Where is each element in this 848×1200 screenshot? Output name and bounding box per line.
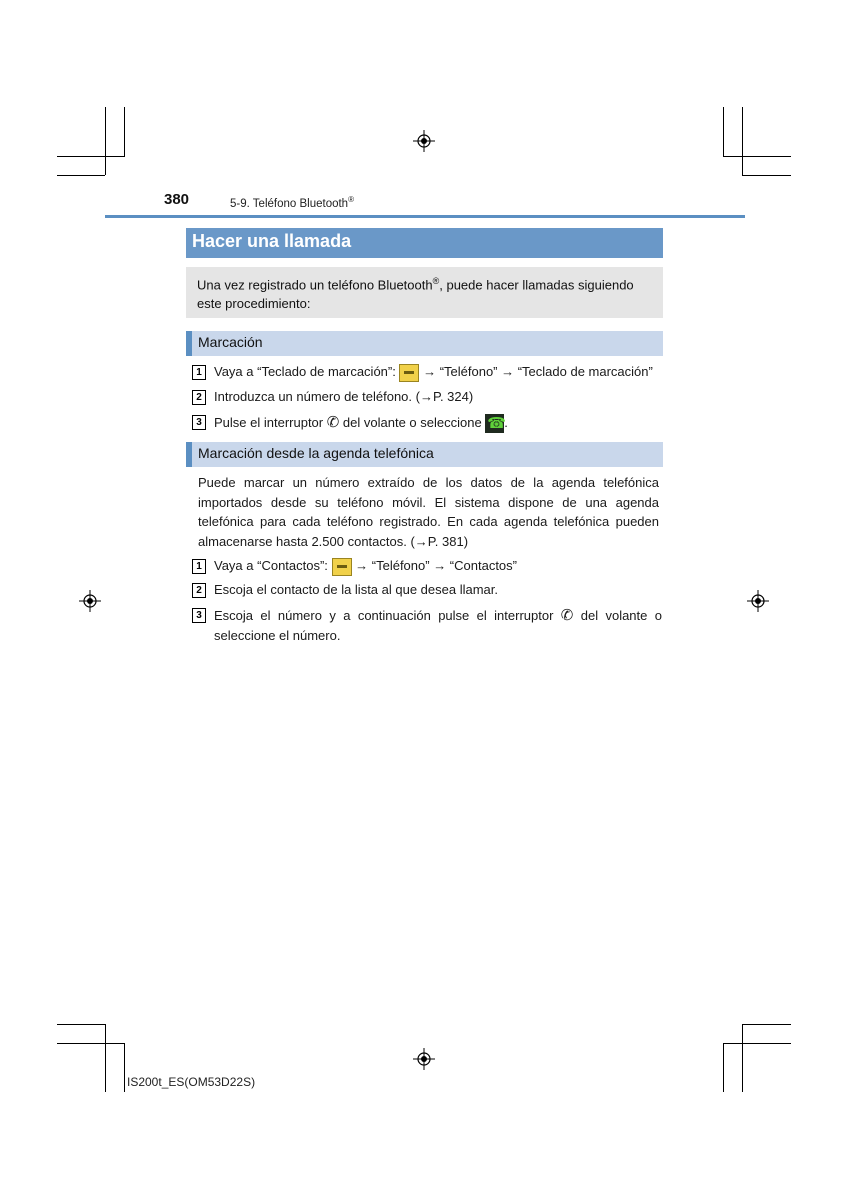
step-text-part: → “Teléfono” → “Teclado de marcación” bbox=[419, 364, 653, 379]
step-number: 1 bbox=[192, 559, 206, 574]
step-text: Escoja el contacto de la lista al que desea llamar. bbox=[214, 582, 499, 597]
crop-mark bbox=[742, 1024, 743, 1092]
intro-text-part: , puede hacer llamadas siguiendo este procedimiento: bbox=[197, 277, 634, 312]
step-text-part: → “Teléfono” → “Contactos” bbox=[351, 558, 517, 573]
crop-mark bbox=[124, 1043, 125, 1092]
crop-mark bbox=[57, 1043, 125, 1044]
section-title: 5-9. Teléfono Bluetooth bbox=[230, 197, 349, 210]
list-item bbox=[192, 580, 662, 600]
crop-mark bbox=[57, 156, 125, 157]
menu-button-icon bbox=[399, 364, 419, 382]
crop-mark bbox=[723, 107, 724, 157]
crop-mark bbox=[57, 1024, 105, 1025]
registered-mark: ® bbox=[432, 276, 440, 286]
list-item bbox=[192, 556, 662, 576]
header-divider bbox=[105, 215, 745, 218]
registered-mark: ® bbox=[348, 195, 354, 204]
menu-button-icon bbox=[332, 558, 352, 576]
section-breadcrumb bbox=[230, 195, 354, 210]
crop-mark bbox=[124, 107, 125, 157]
step-text bbox=[214, 605, 662, 646]
step-number: 1 bbox=[192, 365, 206, 380]
steering-phone-switch-icon: ✆ bbox=[560, 606, 574, 624]
step-text-part: del volante o seleccione bbox=[339, 415, 486, 430]
step-text-part: Vaya a “Contactos”: bbox=[214, 558, 332, 573]
list-item bbox=[192, 387, 662, 407]
crop-mark bbox=[57, 175, 105, 176]
registration-target-icon bbox=[413, 1048, 435, 1070]
subheading-marcacion: Marcación bbox=[198, 334, 263, 350]
list-item bbox=[192, 362, 662, 382]
crop-mark bbox=[723, 1043, 791, 1044]
screen-call-button-icon bbox=[485, 414, 504, 433]
step-number: 3 bbox=[192, 415, 206, 430]
step-text bbox=[214, 412, 662, 433]
crop-mark bbox=[742, 175, 791, 176]
agenda-paragraph: Puede marcar un número extraído de los datos de la agenda telefónica importados desde su teléfono móvil. El sistema dispone de una agenda telefónica para cada teléfono registrado. En cada agenda telefónica pueden almacenarse hasta 2.500 contactos. (→P. 381) bbox=[198, 475, 659, 549]
registration-target-icon bbox=[79, 590, 101, 612]
step-text-part: Escoja el número y a continuación pulse el interruptor bbox=[214, 608, 561, 623]
page-number: 380 bbox=[164, 191, 190, 208]
document-code: IS200t_ES(OM53D22S) bbox=[127, 1075, 256, 1089]
crop-mark bbox=[723, 156, 791, 157]
intro-text-part: Una vez registrado un teléfono Bluetooth bbox=[197, 277, 433, 293]
crop-mark bbox=[105, 107, 106, 175]
step-text-part: . bbox=[504, 415, 508, 430]
step-number: 2 bbox=[192, 390, 206, 405]
list-item bbox=[192, 412, 662, 434]
crop-mark bbox=[742, 1024, 791, 1025]
step-text-part: Pulse el interruptor bbox=[214, 415, 327, 430]
step-text bbox=[214, 362, 662, 382]
step-number: 3 bbox=[192, 608, 206, 623]
step-text-part: Vaya a “Teclado de marcación”: bbox=[214, 364, 400, 379]
crop-mark bbox=[105, 1024, 106, 1092]
step-text bbox=[214, 556, 662, 576]
registration-target-icon bbox=[747, 590, 769, 612]
subheading-agenda: Marcación desde la agenda telefónica bbox=[198, 445, 434, 461]
steering-phone-switch-icon: ✆ bbox=[326, 413, 340, 431]
list-item bbox=[192, 605, 662, 645]
step-text-part: del volante o seleccione el número. bbox=[214, 608, 662, 643]
crop-mark bbox=[723, 1043, 724, 1092]
step-text: Introduzca un número de teléfono. (→P. 324) bbox=[214, 389, 474, 404]
step-number: 2 bbox=[192, 583, 206, 598]
page-title: Hacer una llamada bbox=[192, 231, 352, 251]
registration-target-icon bbox=[413, 130, 435, 152]
intro-text bbox=[197, 272, 657, 313]
crop-mark bbox=[742, 107, 743, 175]
